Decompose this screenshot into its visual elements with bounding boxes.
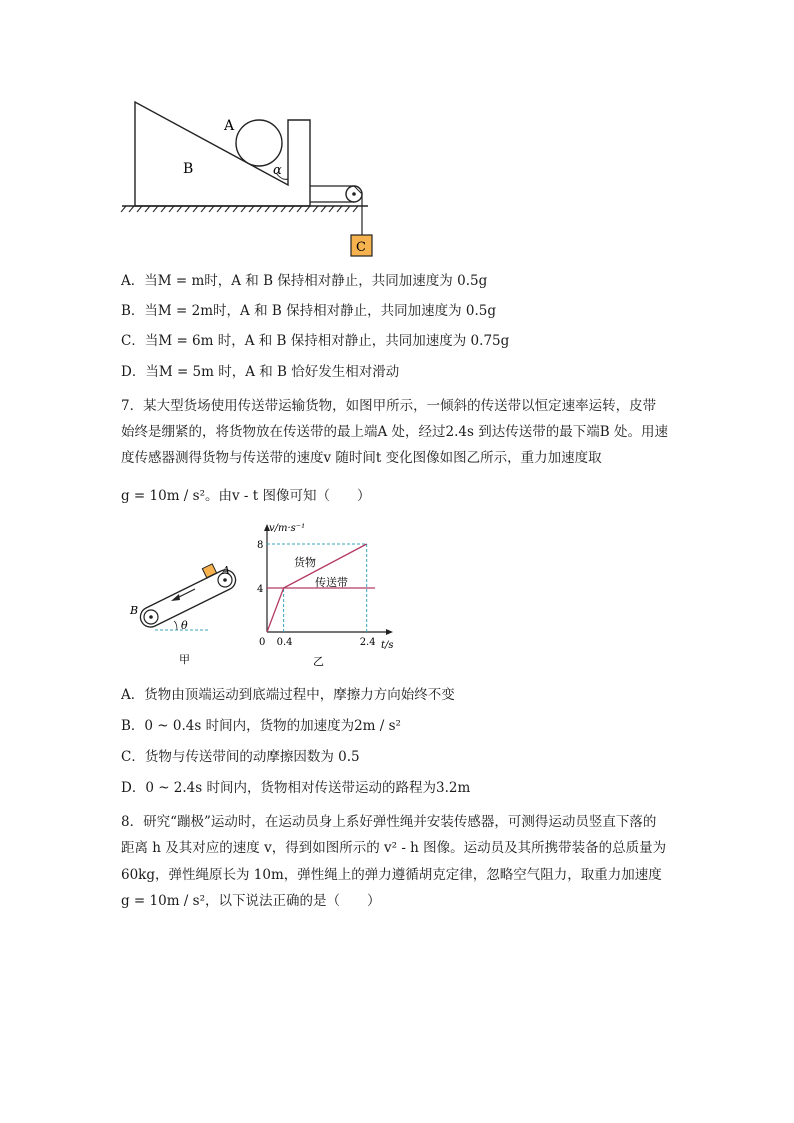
caption-jia: 甲 (179, 653, 190, 666)
ball-a (236, 120, 282, 166)
q8-stem-line-3: 60kg，弹性绳原长为 10m，弹性绳上的弹力遵循胡克定律，忽略空气阻力，取重力加速度 (121, 867, 662, 883)
q7-option-d: D．0 ~ 2.4s 时间内，货物相对传送带运动的路程为3.2m (121, 780, 471, 796)
series-label-belt: 传送带 (315, 576, 348, 589)
label-a: A (222, 564, 230, 577)
q8-stem-line-4: g = 10m / s²，以下说法正确的是（ ） (121, 893, 381, 909)
q7-stem-line-1: 7．某大型货场使用传送带运输货物，如图甲所示，一倾斜的传送带以恒定速率运转，皮带 (121, 398, 657, 414)
q7-option-a: A．货物由顶端运动到底端过程中，摩擦力方向始终不变 (121, 687, 455, 703)
label-c: C (356, 240, 366, 255)
caption-yi: 乙 (313, 655, 324, 668)
cargo-box (202, 564, 216, 578)
q6-option-d: D．当M = 5m 时，A 和 B 恰好发生相对滑动 (121, 364, 400, 380)
label-theta: θ (181, 619, 188, 632)
x-tick-label-1: 2.4 (359, 637, 376, 648)
figure-yi-vt-chart (250, 522, 400, 674)
series-label-cargo: 货物 (294, 556, 316, 569)
x-axis-label: t/s (381, 640, 394, 651)
figure-incline-pulley (118, 95, 388, 265)
label-b: B (183, 161, 194, 177)
label-b: B (130, 604, 139, 617)
q6-option-a: A．当M = m时，A 和 B 保持相对静止，共同加速度为 0.5g (121, 273, 488, 289)
q7-option-c: C．货物与传送带间的动摩擦因数为 0.5 (121, 749, 360, 765)
y-tick-label-1: 8 (257, 540, 264, 551)
q6-option-c: C．当M = 6m 时，A 和 B 保持相对静止，共同加速度为 0.75g (121, 333, 510, 349)
figure-jia-conveyor (125, 563, 250, 673)
origin-label: 0 (259, 637, 266, 648)
q8-stem-line-2: 距离 h 及其对应的速度 v，得到如图所示的 v² - h 图像。运动员及其所携带装备的总质量为 (121, 840, 667, 856)
label-alpha: α (273, 163, 282, 178)
q7-stem-line-3: 度传感器测得货物与传送带的速度v 随时间t 变化图像如图乙所示，重力加速度取 (121, 450, 602, 466)
incline-block-b (135, 102, 310, 206)
x-tick-label-0: 0.4 (276, 637, 293, 648)
label-a: A (224, 118, 235, 134)
q7-option-b: B．0 ~ 0.4s 时间内，货物的加速度为2m / s² (121, 718, 401, 734)
y-tick-label-0: 4 (257, 584, 264, 595)
q7-stem-line-2: 始终是绷紧的，将货物放在传送带的最上端A 处，经过2.4s 到达传送带的最下端B 处。用速 (121, 424, 668, 440)
q7-stem-line-4: g = 10m / s²。由v - t 图像可知（ ） (121, 488, 371, 504)
q8-stem-line-1: 8．研究“蹦极”运动时，在运动员身上系好弹性绳并安装传感器，可测得运动员竖直下落的 (121, 814, 657, 830)
q6-option-b: B．当M = 2m时，A 和 B 保持相对静止，共同加速度为 0.5g (121, 303, 496, 319)
y-axis-label: v/m·s⁻¹ (269, 523, 306, 534)
